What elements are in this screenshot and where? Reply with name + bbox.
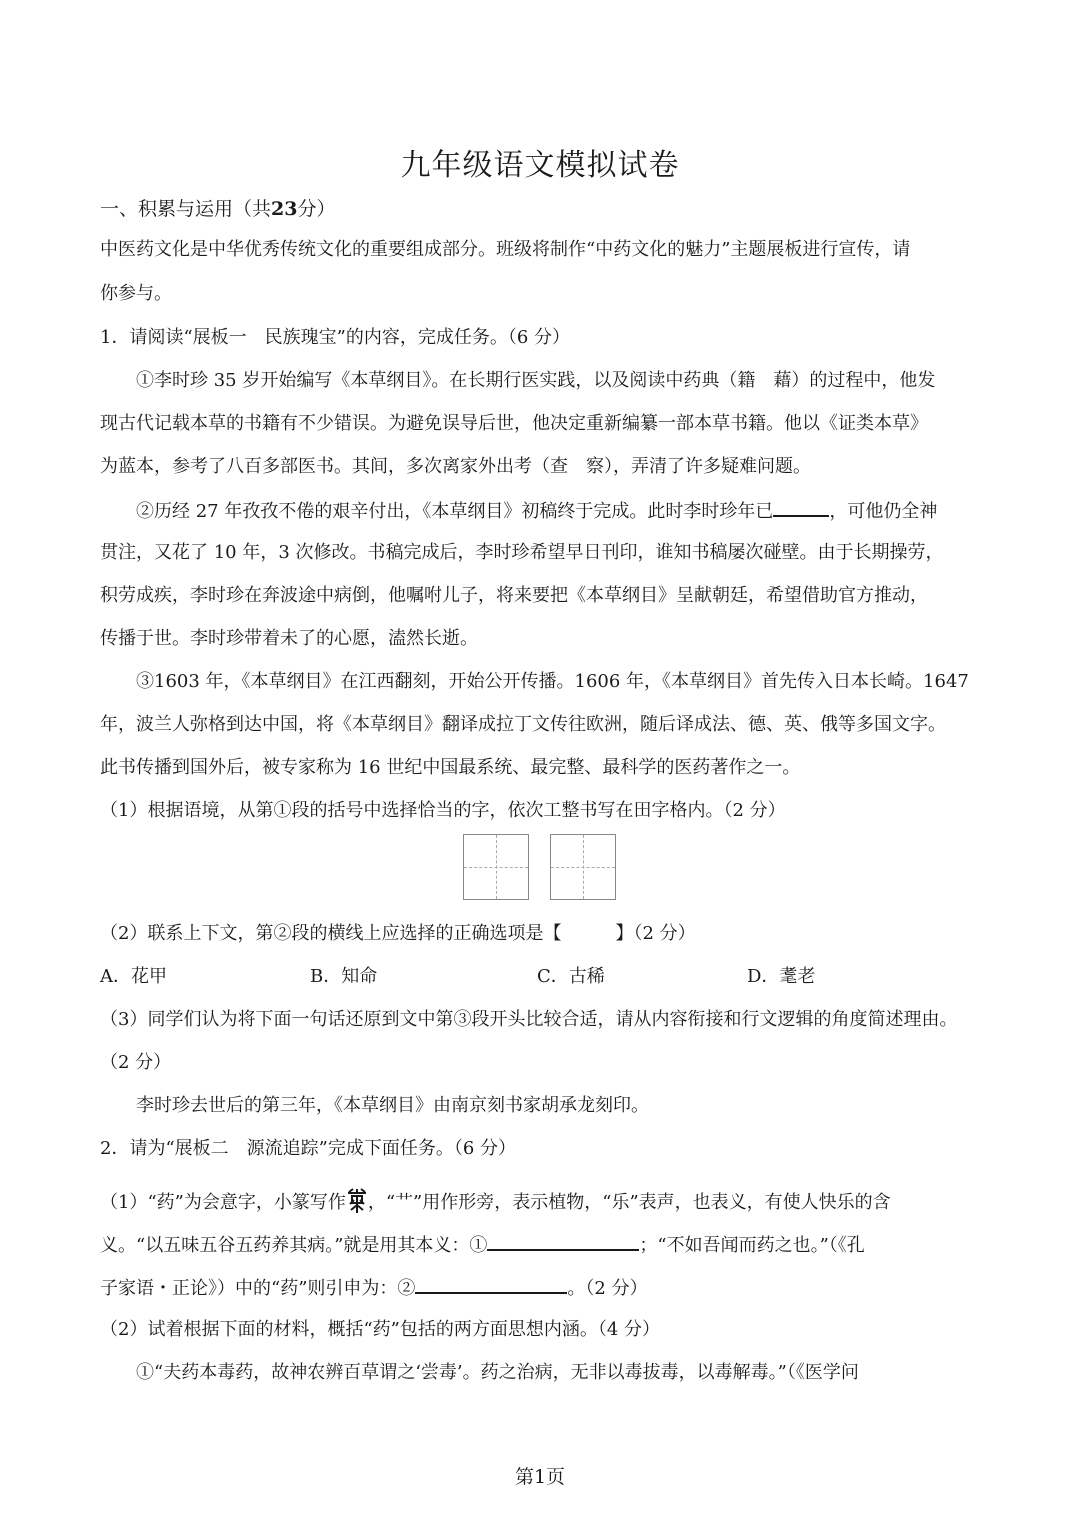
q1-heading: 1．请阅读“展板一 民族瑰宝”的内容，完成任务。（6 分） <box>100 327 571 348</box>
q2-sub1-text-c: 义。“以五味五谷五药养其病。”就是用其本义：① <box>100 1235 488 1256</box>
q1-p3-line-2: 年，波兰人弥格到达中国，将《本草纲目》翻译成拉丁文传往欧洲，随后译成法、德、英、俄等多国文字。 <box>100 714 946 735</box>
q2-sub1-line-1 <box>100 1188 891 1216</box>
q2-material-1: ①“夫药本毒药，故神农辨百草谓之‘尝毒’。药之治病，无非以毒拔毒，以毒解毒。”（《医学问 <box>136 1362 859 1383</box>
page-title: 九年级语文模拟试卷 <box>400 148 680 183</box>
q1-p3-line-3: 此书传播到国外后，被专家称为 16 世纪中国最系统、最完整、最科学的医药著作之一。 <box>100 757 801 778</box>
q1-p1-line-1: ①李时珍 35 岁开始编写《本草纲目》。在长期行医实践，以及阅读中药典（籍 藉）的过程中，他发 <box>136 370 936 391</box>
q1-p1-line-3: 为蓝本，参考了八百多部医书。其间，多次离家外出考（查 察），弄清了许多疑难问题。 <box>100 456 811 477</box>
q1-p2-line-4: 传播于世。李时珍带着未了的心愿，溘然长逝。 <box>100 628 478 649</box>
option-b[interactable]: B．知命 <box>310 966 378 987</box>
q1-p2-line-2: 贯注，又花了 10 年，3 次修改。书稿完成后，李时珍希望早日刊印，谁知书稿屡次碰壁。由于长期操劳， <box>100 542 944 563</box>
intro-line-2: 你参与。 <box>100 283 172 304</box>
answer-blank-1[interactable] <box>487 1231 639 1251</box>
tianzige-box-2[interactable] <box>550 834 616 900</box>
tianzige-box-1[interactable] <box>463 834 529 900</box>
q2-sub1-text-e: 子家语・正论》）中的“药”则引申为：② <box>100 1278 416 1299</box>
q2-sub2: （2）试着根据下面的材料，概括“药”包括的两方面思想内涵。（4 分） <box>100 1319 661 1340</box>
tianzige-guide-v <box>496 835 497 899</box>
q2-sub1-text-b: ，“艹”用作形旁，表示植物，“乐”表声，也表义，有使人快乐的含 <box>367 1192 891 1213</box>
q1-sub2: （2）联系上下文，第②段的横线上应选择的正确选项是【 】（2 分） <box>100 923 696 944</box>
q1-sub3-line-1: （3）同学们认为将下面一句话还原到文中第③段开头比较合适，请从内容衔接和行文逻辑的角度简述理由。 <box>100 1009 958 1030</box>
tianzige-guide-v <box>583 835 584 899</box>
q1-p2-line-1 <box>136 497 937 525</box>
option-d[interactable]: D．耄老 <box>747 966 816 987</box>
q1-sub3-line-2: （2 分） <box>100 1052 172 1073</box>
intro-line-1: 中医药文化是中华优秀传统文化的重要组成部分。班级将制作“中药文化的魅力”主题展板进行宣传，请 <box>100 239 911 260</box>
q2-sub1-text-d: ；“不如吾闻而药之也。”（《孔 <box>639 1235 865 1256</box>
q2-sub1-line-2 <box>100 1231 865 1259</box>
section-score: 23 <box>271 198 298 220</box>
q1-sub1: （1）根据语境，从第①段的括号中选择恰当的字，依次工整书写在田字格内。（2 分） <box>100 800 786 821</box>
seal-script-yao-icon <box>346 1188 368 1214</box>
section-heading-text: 一、积累与运用（共 <box>100 198 272 220</box>
answer-blank-2[interactable] <box>415 1274 567 1294</box>
option-a[interactable]: A．花甲 <box>100 966 167 987</box>
section-heading <box>100 196 335 222</box>
q1-p2-text-after-blank: ，可他仍全神 <box>829 501 938 522</box>
q1-p2-line-3: 积劳成疾，李时珍在奔波途中病倒，他嘱咐儿子，将来要把《本草纲目》呈献朝廷，希望借助官方推动， <box>100 585 928 606</box>
q2-sub1-text-f: 。（2 分） <box>567 1278 648 1299</box>
age-answer-blank[interactable] <box>773 497 829 517</box>
option-c[interactable]: C．古稀 <box>537 966 605 987</box>
page-number: 第1页 <box>514 1466 566 1488</box>
section-heading-suffix: 分） <box>297 198 336 220</box>
q2-sub1-line-3 <box>100 1274 648 1302</box>
q2-sub1-text-a: （1）“药”为会意字，小篆写作 <box>100 1192 346 1213</box>
q1-p3-line-1: ③1603 年，《本草纲目》在江西翻刻，开始公开传播。1606 年，《本草纲目》首先传入日本长崎。1647 <box>136 671 969 692</box>
q1-quote: 李时珍去世后的第三年，《本草纲目》由南京刻书家胡承龙刻印。 <box>136 1095 649 1116</box>
q1-p1-line-2: 现古代记载本草的书籍有不少错误。为避免误导后世，他决定重新编纂一部本草书籍。他以《证类本草》 <box>100 413 928 434</box>
q2-heading: 2．请为“展板二 源流追踪”完成下面任务。（6 分） <box>100 1138 517 1159</box>
q1-p2-text-before-blank: ②历经 27 年孜孜不倦的艰辛付出，《本草纲目》初稿终于完成。此时李时珍年已 <box>136 501 774 522</box>
